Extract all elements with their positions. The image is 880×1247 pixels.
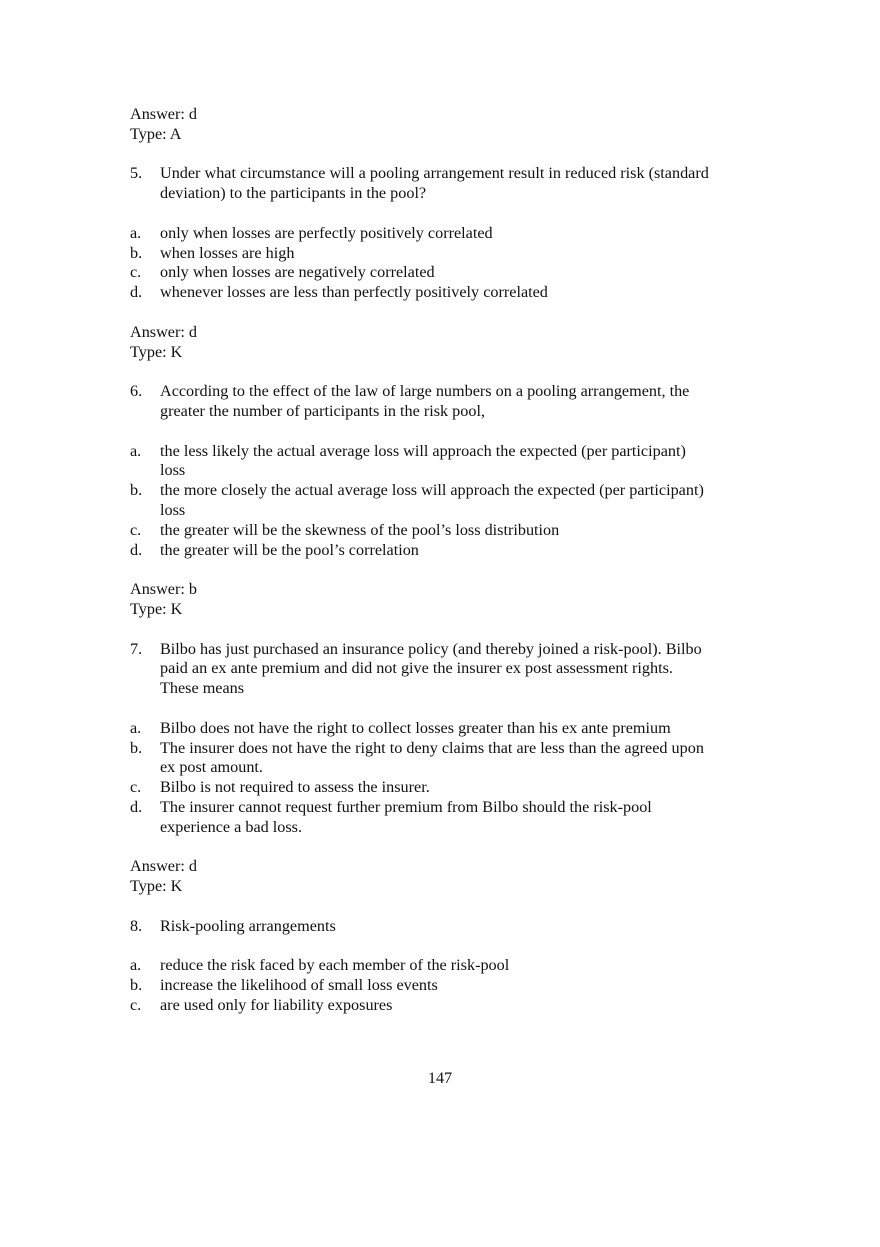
type-line: Type: K [130, 599, 183, 618]
option-text: loss [160, 461, 186, 480]
option-item [130, 956, 760, 976]
answer-line: Answer: d [130, 322, 197, 341]
question-text: Under what circumstance will a pooling arrangement result in reduced risk (standard [160, 164, 709, 183]
option-item [130, 521, 760, 541]
option-item [130, 719, 760, 739]
option-label: a. [130, 441, 142, 460]
option-text: ex post amount. [160, 758, 263, 777]
answer-block [130, 323, 760, 363]
question-number: 8. [130, 916, 143, 935]
option-text: The insurer cannot request further premium from Bilbo should the risk-pool [160, 797, 652, 816]
option-label: d. [130, 540, 143, 559]
question-8 [130, 917, 760, 937]
option-text: Bilbo is not required to assess the insurer. [160, 778, 430, 797]
option-label: c. [130, 520, 142, 539]
question-number: 6. [130, 382, 143, 401]
question-text: Risk-pooling arrangements [160, 916, 336, 935]
answer-block [130, 105, 760, 145]
option-item [130, 541, 760, 561]
type-line: Type: K [130, 877, 183, 896]
option-text: when losses are high [160, 243, 295, 262]
option-label: c. [130, 778, 142, 797]
option-label: b. [130, 481, 143, 500]
answer-block [130, 857, 760, 897]
option-text: experience a bad loss. [160, 817, 303, 836]
option-item [130, 263, 760, 283]
option-text: the more closely the actual average loss will approach the expected (per participant) [160, 481, 704, 500]
option-item [130, 778, 760, 798]
option-label: a. [130, 956, 142, 975]
question-text: Bilbo has just purchased an insurance policy (and thereby joined a risk-pool). Bilbo [160, 639, 702, 658]
option-text: reduce the risk faced by each member of the risk-pool [160, 956, 510, 975]
option-label: d. [130, 797, 143, 816]
option-text: whenever losses are less than perfectly positively correlated [160, 283, 548, 302]
option-text: the less likely the actual average loss will approach the expected (per participant) [160, 441, 686, 460]
type-line: Type: A [130, 124, 182, 143]
question-number: 5. [130, 164, 143, 183]
document-body [130, 105, 760, 1016]
option-item [130, 996, 760, 1016]
type-line: Type: K [130, 342, 183, 361]
question-text: paid an ex ante premium and did not give the insurer ex post assessment rights. [160, 659, 673, 678]
answer-line: Answer: b [130, 580, 197, 599]
option-text: only when losses are negatively correlated [160, 263, 435, 282]
page-number: 147 [427, 1069, 453, 1087]
option-label: b. [130, 738, 143, 757]
option-item [130, 283, 760, 303]
question-7 [130, 640, 760, 699]
question-5 [130, 164, 760, 204]
question-6 [130, 382, 760, 422]
option-text: the greater will be the skewness of the pool’s loss distribution [160, 520, 560, 539]
question-text: deviation) to the participants in the pool? [160, 184, 427, 203]
question-text: greater the number of participants in the risk pool, [160, 401, 485, 420]
answer-line: Answer: d [130, 105, 197, 123]
option-label: b. [130, 976, 143, 995]
option-text: only when losses are perfectly positively correlated [160, 223, 493, 242]
option-text: Bilbo does not have the right to collect losses greater than his ex ante premium [160, 718, 671, 737]
answer-block [130, 580, 760, 620]
question-text: These means [160, 679, 245, 698]
option-label: c. [130, 263, 142, 282]
answer-line: Answer: d [130, 857, 197, 876]
option-text: loss [160, 500, 186, 519]
option-text: The insurer does not have the right to deny claims that are less than the agreed upon [160, 738, 704, 757]
option-item [130, 739, 760, 779]
option-text: are used only for liability exposures [160, 995, 393, 1014]
option-label: a. [130, 718, 142, 737]
option-item [130, 976, 760, 996]
question-text: According to the effect of the law of large numbers on a pooling arrangement, the [160, 382, 690, 401]
option-item [130, 244, 760, 264]
option-label: d. [130, 283, 143, 302]
option-text: the greater will be the pool’s correlation [160, 540, 419, 559]
option-item [130, 798, 760, 838]
option-item [130, 481, 760, 521]
option-label: b. [130, 243, 143, 262]
option-item [130, 224, 760, 244]
option-label: a. [130, 223, 142, 242]
option-text: increase the likelihood of small loss events [160, 976, 438, 995]
option-label: c. [130, 995, 142, 1014]
question-number: 7. [130, 639, 143, 658]
option-item [130, 442, 760, 482]
